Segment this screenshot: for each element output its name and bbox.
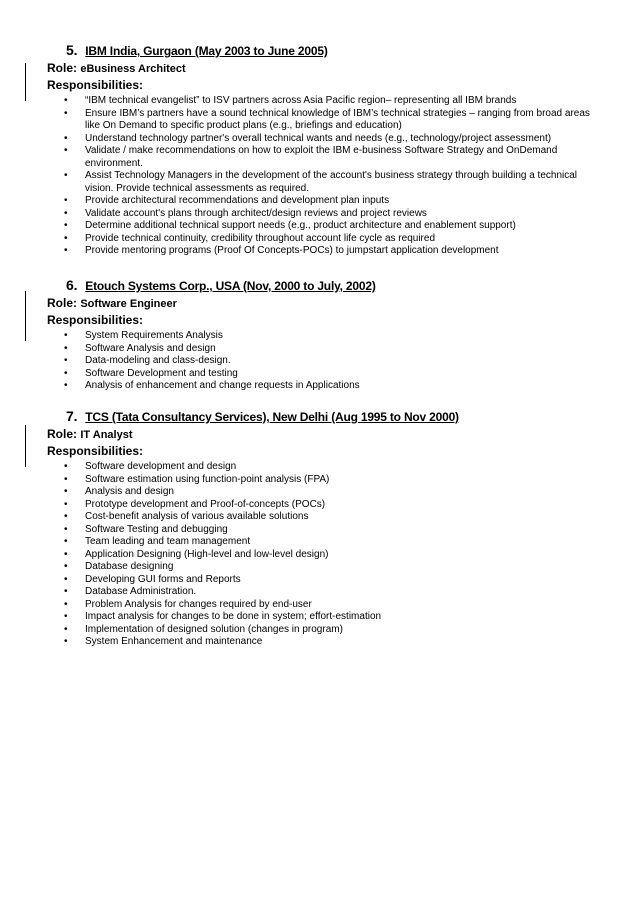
list-item (47, 245, 607, 258)
list-item (47, 330, 607, 343)
list-item-text: Software Development and testing (85, 367, 238, 379)
list-item-text: Provide architectural recommendations and development plan inputs (85, 195, 390, 206)
list-item-text: Software Analysis and design (85, 342, 216, 354)
bullet-icon: • (64, 355, 68, 366)
list-item (47, 133, 607, 146)
list-item-text: Database Administration. (85, 586, 197, 597)
list-item (47, 599, 607, 612)
list-item (47, 636, 607, 649)
list-item-text: Cost-benefit analysis of various available solutions (85, 511, 309, 522)
bullet-icon: • (64, 107, 68, 119)
list-item-text: Provide technical continuity, credibility throughout account life cycle as required (85, 232, 435, 244)
bullet-icon: • (64, 623, 68, 635)
bullet-icon: • (64, 536, 68, 547)
section-number: 7. (66, 408, 78, 424)
list-item (47, 586, 607, 599)
list-item-text: Validate account's plans through architect/design reviews and project reviews (85, 207, 427, 219)
list-item (47, 233, 607, 246)
list-item (47, 195, 607, 208)
change-bar (25, 425, 26, 467)
list-item (47, 108, 607, 133)
bullet-icon: • (64, 461, 68, 472)
section-heading: IBM India, Gurgaon (May 2003 to June 2005) (85, 44, 328, 58)
bullet-icon: • (64, 132, 68, 144)
role-label: Role: (47, 427, 77, 441)
section-title (66, 277, 607, 293)
list-item-text: “IBM technical evangelist” to ISV partners across Asia Pacific region– representing all IBM brands (85, 95, 517, 106)
role-label: Role: (47, 296, 77, 310)
role-line (47, 61, 607, 75)
bullet-icon: • (64, 330, 68, 341)
list-item-text: Database designing (85, 561, 174, 572)
list-item (47, 574, 607, 587)
bullet-icon: • (64, 586, 68, 597)
list-item-text: Prototype development and Proof-of-concepts (POCs) (85, 498, 326, 510)
bullet-icon: • (64, 95, 68, 106)
list-item-text: System Requirements Analysis (85, 330, 223, 341)
list-item-text: Analysis of enhancement and change requests in Applications (85, 380, 360, 391)
experience-section (47, 277, 607, 393)
bullet-icon: • (64, 342, 68, 354)
list-item (47, 145, 607, 170)
section-number: 5. (66, 42, 78, 58)
experience-section (47, 42, 607, 258)
bullet-icon: • (64, 573, 68, 585)
section-title (66, 42, 607, 58)
list-item-text: Developing GUI forms and Reports (85, 573, 241, 585)
section-title (66, 408, 607, 424)
responsibilities-label: Responsibilities: (47, 313, 144, 327)
section-number: 6. (66, 277, 78, 293)
list-item (47, 95, 607, 108)
list-item (47, 536, 607, 549)
section-heading: TCS (Tata Consultancy Services), New Delhi (Aug 1995 to Nov 2000) (85, 410, 459, 424)
bullet-icon: • (64, 561, 68, 572)
bullet-icon: • (64, 245, 68, 256)
list-item (47, 511, 607, 524)
list-item-text: Software development and design (85, 461, 237, 472)
bullet-icon: • (64, 498, 68, 510)
list-item (47, 474, 607, 487)
list-item (47, 220, 607, 233)
list-item-text: Implementation of designed solution (changes in program) (85, 623, 343, 635)
list-item-text: Data-modeling and class-design. (85, 355, 231, 366)
bullet-icon: • (64, 598, 68, 610)
bullet-icon: • (64, 636, 68, 647)
bullet-icon: • (64, 523, 68, 535)
list-item (47, 611, 607, 624)
list-item (47, 461, 607, 474)
list-item-text: Understand technology partner's overall technical wants and needs (e.g., technology/project assessment) (85, 132, 552, 144)
list-item-text: Validate / make recommendations on how to exploit the IBM e-business Software Strategy and OnDemand environment. (85, 145, 558, 169)
responsibilities-list (47, 330, 607, 393)
list-item-text: Assist Technology Managers in the development of the account's business strategy through building a technical vision. Provide technical assessments as required. (85, 170, 578, 194)
list-item-text: System Enhancement and maintenance (85, 636, 263, 647)
bullet-icon: • (64, 207, 68, 219)
bullet-icon: • (64, 473, 68, 485)
list-item (47, 524, 607, 537)
list-item-text: Determine additional technical support needs (e.g., product architecture and enablement support) (85, 220, 516, 231)
responsibilities-list (47, 95, 607, 258)
responsibilities-list (47, 461, 607, 649)
role-line (47, 427, 607, 441)
responsibilities-label: Responsibilities: (47, 444, 144, 458)
role-value: Software Engineer (80, 298, 177, 310)
bullet-icon: • (64, 611, 68, 622)
list-item-text: Team leading and team management (85, 536, 251, 547)
list-item (47, 343, 607, 356)
bullet-icon: • (64, 145, 68, 156)
list-item-text: Provide mentoring programs (Proof Of Concepts-POCs) to jumpstart application development (85, 245, 499, 256)
list-item-text: Problem Analysis for changes required by end-user (85, 598, 312, 610)
role-value: IT Analyst (80, 429, 133, 441)
list-item-text: Application Designing (High-level and low-level design) (85, 548, 329, 560)
list-item-text: Analysis and design (85, 486, 174, 497)
change-bar (25, 63, 26, 101)
experience-section (47, 408, 607, 649)
list-item-text: Ensure IBM’s partners have a sound technical knowledge of IBM’s technical strategies – ranging from broad areas like On Demand to specific product plans (e.g., briefings and education) (85, 107, 590, 131)
section-heading: Etouch Systems Corp., USA (Nov, 2000 to July, 2002) (85, 279, 376, 293)
list-item-text: Software Testing and debugging (85, 523, 228, 535)
list-item (47, 355, 607, 368)
list-item (47, 380, 607, 393)
role-line (47, 296, 607, 310)
change-bar (25, 291, 26, 341)
bullet-icon: • (64, 232, 68, 244)
bullet-icon: • (64, 548, 68, 560)
bullet-icon: • (64, 486, 68, 497)
list-item (47, 368, 607, 381)
list-item (47, 624, 607, 637)
list-item (47, 170, 607, 195)
list-item (47, 499, 607, 512)
list-item-text: Software estimation using function-point analysis (FPA) (85, 473, 330, 485)
responsibilities-label: Responsibilities: (47, 78, 144, 92)
list-item (47, 208, 607, 221)
role-label: Role: (47, 61, 77, 75)
list-item (47, 549, 607, 562)
list-item (47, 561, 607, 574)
list-item-text: Impact analysis for changes to be done in system; effort-estimation (85, 611, 382, 622)
bullet-icon: • (64, 367, 68, 379)
role-value: eBusiness Architect (80, 63, 186, 75)
bullet-icon: • (64, 511, 68, 522)
bullet-icon: • (64, 380, 68, 391)
bullet-icon: • (64, 195, 68, 206)
list-item (47, 486, 607, 499)
bullet-icon: • (64, 220, 68, 231)
bullet-icon: • (64, 170, 68, 181)
